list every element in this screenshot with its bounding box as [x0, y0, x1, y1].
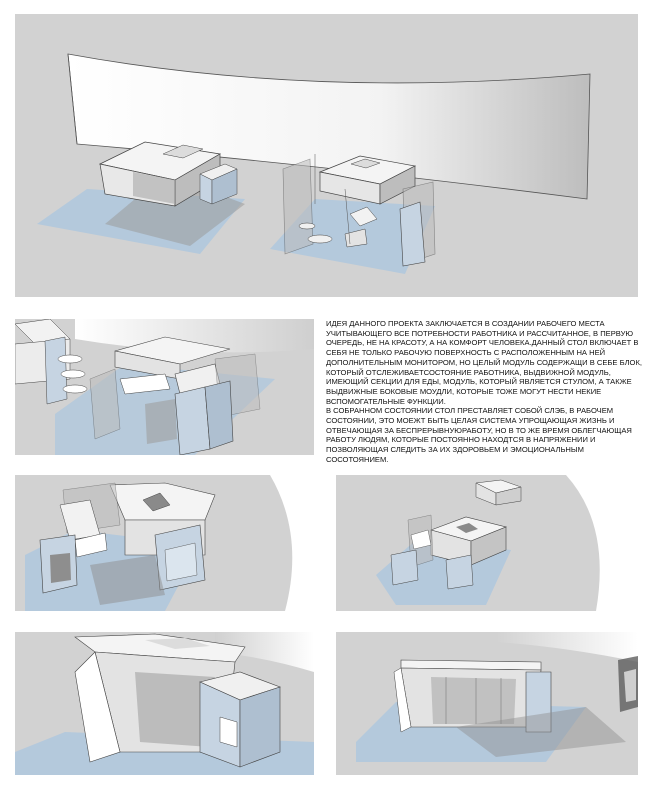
project-description [326, 319, 644, 465]
overview-render-image [15, 14, 638, 297]
render-distant-view [336, 475, 638, 611]
top-view-render-image [15, 475, 314, 611]
distant-view-render-image [336, 475, 638, 611]
render-overview [15, 14, 638, 297]
front-view-render-image [336, 632, 638, 775]
render-exploded-perspective [15, 319, 314, 455]
closed-closeup-render-image [15, 632, 314, 775]
render-closed-closeup [15, 632, 314, 775]
exploded-render-image [15, 319, 314, 455]
render-top-view [15, 475, 314, 611]
render-front-view [336, 632, 638, 775]
description-paragraph-2: В СОБРАННОМ СОСТОЯНИИ СТОЛ ПРЕСТАВЛЯЕТ СОБОЙ СЛЭБ, В РАБОЧЕМ СОСТОЯНИИ, ЭТО МОЕЖТ БЫТЬ ЦЕЛАЯ СИСТЕМА УПРОЩАЮЩАЯ ЖИЗНЬ И ОТВЕЧАЮЩАЯ ЗА БЕСПРЕРЫВНУЮРАБОТУ, НО В ТО ЖЕ ВРЕМЯ ОБЛЕГЧАЮЩАЯ РАБОТУ ЛЮДЯМ, КОТОРЫЕ ПОСТОЯННО НАХОДТСЯ В НАПРЯЖЕНИИ И ПОЗВОЛЯЮЩАЯ СЛЕДИТЬ ЗА ИХ ЗДОРОВЬЕМ И ЭМОЦИОНАЛЬНЫМ СОСОТОЯНИЕМ. [326, 406, 632, 464]
description-paragraph-1: ИДЕЯ ДАННОГО ПРОЕКТА ЗАКЛЮЧАЕТСЯ В СОЗДАНИИ РАБОЧЕГО МЕСТА УЧИТЫВАЮЩЕГО ВСЕ ПОТРЕБНОСТИ РАБОТНИКА И РАССЧИТАННОЕ, В ПЕРВУЮ ОЧЕРЕДЬ, НЕ НА КРАСОТУ, А НА КОМФОРТ ЧЕЛОВЕКА.ДАННЫЙ СТОЛ ВКЛЮЧАЕТ В СЕБЯ НЕ ТОЛЬКО РАБОЧУЮ ПОВЕРХНОСТЬ С РАСПОЛОЖЕННЫМ НА НЕЙ ДОПОЛНИТЕЛЬНЫМ МОНИТОРОМ, НО ЦЕЛЫЙ МОДУЛЬ СОДЕРЖАЩИ В СЕБЕ БЛОК, КОТОРЫЙ ОТСЛЕЖИВАЕТСОСТОЯНИЕ РАБОТНИКА, ВЫДВИЖНОЙ МОДУЛЬ, ИМЕЮЩИЙ СЕКЦИИ ДЛЯ ЕДЫ, МОДУЛЬ, КОТОРЫЙ ЯВЛЯЕТСЯ СТУЛОМ, А ТАКЖЕ ВЫДВИЖНЫЕ БОКОВЫЕ МОУДЛИ, КОТОРЫЕ ТОЖЕ МОГУТ НЕСТИ НЕКИЕ ВСПОМОГАТЕЛЬНЫЕ ФУНКЦИИ. [326, 319, 642, 406]
